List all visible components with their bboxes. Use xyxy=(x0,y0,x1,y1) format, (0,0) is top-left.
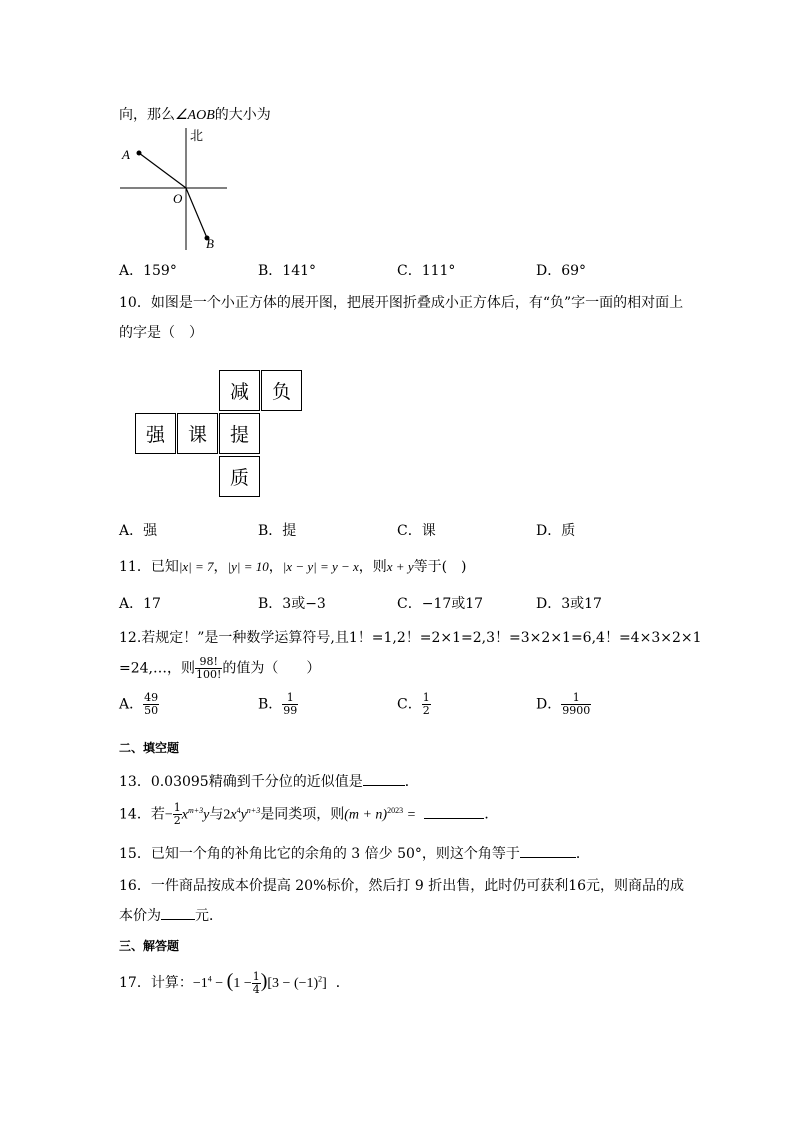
q13-answer-blank[interactable] xyxy=(363,773,405,786)
net-cell-fu: 负 xyxy=(261,370,302,411)
q14-equals: = xyxy=(407,807,416,823)
q13-end: ． xyxy=(404,774,419,790)
section-solve-heading: 三、解答题 xyxy=(119,939,180,953)
q12-line2-prefix: =24,…，则 xyxy=(119,660,195,677)
q13-prefix: 13．0.03095精确到千分位的近似值是 xyxy=(119,774,363,790)
q16-line1: 16．一件商品按成本价提高 20%标价，然后打 9 折出售，此时仍可获利16元，则商品的成 xyxy=(119,878,685,894)
q12-line1: 12.若规定！”是一种数学运算符号,且1！=1,2！=2×1=2,3！=3×2×1=6,4！=4×3×2×1 xyxy=(119,630,702,646)
q14-term2-y: y xyxy=(240,807,247,823)
q14-text xyxy=(119,802,498,827)
q14-term1-x: x xyxy=(181,807,188,823)
net-cell-ke: 课 xyxy=(177,413,218,454)
q15-prefix: 15．已知一个角的补角比它的余角的 3 倍少 50°，则这个角等于 xyxy=(119,846,520,862)
frac-num: 1 xyxy=(282,692,298,705)
q12-line2-suffix: 的值为（ ） xyxy=(222,660,321,677)
q12-option-b-label: B． xyxy=(258,696,283,713)
q9-option-c[interactable]: C．111° xyxy=(397,263,456,279)
q17-frac-num: 1 xyxy=(252,969,260,983)
q12-frac-num: 98! xyxy=(195,656,222,669)
q11-option-b[interactable]: B．3或−3 xyxy=(258,596,326,612)
q12-option-a-label: A． xyxy=(119,696,144,713)
q14-minus: − xyxy=(164,807,173,823)
q10-option-d[interactable]: D．质 xyxy=(536,523,576,539)
q14-term2-xexp: 4 xyxy=(236,805,241,815)
q11-suffix: 等于( ) xyxy=(413,559,467,575)
frac-num: 49 xyxy=(144,691,159,704)
q14-paren: (m + n) xyxy=(344,807,388,823)
q12-fraction xyxy=(195,656,222,681)
q14-term1-y: y xyxy=(203,807,210,823)
q12-option-d[interactable] xyxy=(536,692,591,717)
q17-frac-den: 4 xyxy=(252,982,260,996)
q14-term2-yexp: n+3 xyxy=(246,805,261,815)
q13-text xyxy=(119,771,419,791)
q17-text xyxy=(119,970,350,996)
q17-minus: − xyxy=(211,976,227,991)
frac-num: 1 xyxy=(422,691,430,704)
q10-line1: 10．如图是一个小正方体的展开图，把展开图折叠成小正方体后，有“负”字一面的相对面上 xyxy=(119,295,684,311)
q17-exp-b: 2 xyxy=(318,974,323,984)
q10-option-b[interactable]: B．提 xyxy=(258,523,297,539)
q9-prefix: 向，那么 xyxy=(119,107,175,123)
q11-mid: ，则 xyxy=(358,559,387,575)
q11-prefix: 11．已知 xyxy=(119,559,179,575)
ray-oa xyxy=(139,153,186,188)
q17-bracket: [3 − (−1) xyxy=(267,976,319,991)
q17-end: ． xyxy=(335,975,350,991)
q17-bracket-close: ] xyxy=(322,976,327,991)
q17-paren-open: ( xyxy=(226,970,234,992)
q12-option-c-label: C． xyxy=(397,696,422,713)
frac-den: 50 xyxy=(144,704,159,717)
q10-option-c[interactable]: C．课 xyxy=(397,523,436,539)
q10-option-a[interactable]: A．强 xyxy=(119,523,158,539)
north-label: 北 xyxy=(190,129,204,144)
q12-option-a[interactable] xyxy=(119,692,159,717)
q11-option-c[interactable]: C．−17或17 xyxy=(397,596,484,612)
q15-answer-blank[interactable] xyxy=(520,845,576,858)
frac-den: 9900 xyxy=(562,704,591,717)
q12-option-c-frac xyxy=(422,692,431,717)
q14-term2-x: x xyxy=(230,807,237,823)
q16-suffix: 元． xyxy=(195,908,223,924)
q12-option-d-label: D． xyxy=(536,696,562,713)
q14-fraction xyxy=(173,802,182,827)
q9-suffix: 的大小为 xyxy=(214,107,271,123)
q11-sep2: ， xyxy=(268,559,283,575)
q16-answer-blank[interactable] xyxy=(161,907,195,920)
q17-term-a: −1 xyxy=(192,976,208,991)
q12-line2 xyxy=(119,656,320,681)
label-b: B xyxy=(206,236,214,251)
q17-paren-close: ) xyxy=(260,970,268,992)
q14-term1-exp: m+3 xyxy=(187,805,204,815)
q14-prefix: 14．若 xyxy=(119,806,165,823)
q9-option-a[interactable]: A．159° xyxy=(119,263,177,279)
q9-text xyxy=(119,104,271,124)
label-o: O xyxy=(173,191,183,206)
q16-prefix: 本价为 xyxy=(119,908,161,924)
q14-answer-blank[interactable] xyxy=(424,806,484,819)
q17-prefix: 17．计算： xyxy=(119,975,193,991)
q12-option-d-frac xyxy=(561,692,591,717)
q11-option-d[interactable]: D．3或17 xyxy=(536,596,602,612)
net-cell-jian: 减 xyxy=(219,370,260,411)
label-a: A xyxy=(122,147,130,162)
q14-term2-coef: 2 xyxy=(223,807,231,823)
q12-option-c[interactable] xyxy=(397,692,431,717)
q14-mid: 与 xyxy=(209,806,224,823)
q15-text xyxy=(119,843,590,863)
point-a xyxy=(137,151,142,156)
net-cell-zhi: 质 xyxy=(219,456,260,497)
frac-den: 99 xyxy=(283,704,298,717)
q14-power: 2023 xyxy=(387,805,404,815)
q11-expr: x + y xyxy=(386,559,414,574)
net-cell-ti: 提 xyxy=(219,413,260,454)
q11-condition: |x − y| = y − x xyxy=(282,559,359,574)
frac-num: 1 xyxy=(561,692,591,705)
q14-frac-den: 2 xyxy=(173,814,181,827)
q9-option-b[interactable]: B．141° xyxy=(258,263,317,279)
q17-one-minus: 1 − xyxy=(233,976,252,991)
q10-line2: 的字是（ ） xyxy=(119,325,203,341)
q15-end: ． xyxy=(575,846,590,862)
q14-frac-num: 1 xyxy=(173,801,181,814)
q11-sep1: ， xyxy=(213,559,228,575)
q9-angle: ∠AOB xyxy=(175,108,215,123)
q9-angle-diagram xyxy=(115,122,235,254)
q12-option-b-frac xyxy=(282,692,298,717)
q12-frac-den: 100! xyxy=(196,668,222,681)
frac-den: 2 xyxy=(422,704,430,717)
q14-end: ． xyxy=(484,806,499,823)
ray-ob xyxy=(186,188,207,238)
section-fill-in-heading: 二、填空题 xyxy=(119,741,180,755)
q17-exp-a: 4 xyxy=(207,974,212,984)
net-cell-qiang: 强 xyxy=(135,413,176,454)
q17-fraction xyxy=(252,971,261,996)
q11-text xyxy=(119,556,467,576)
q14-after: 是同类项，则 xyxy=(260,806,345,823)
q16-line2 xyxy=(119,905,223,925)
q12-option-b[interactable] xyxy=(258,692,298,717)
q11-option-a[interactable]: A．17 xyxy=(119,596,161,612)
q11-abs-y: |y| = 10 xyxy=(227,559,269,574)
q9-option-d[interactable]: D．69° xyxy=(536,263,587,279)
q11-abs-x: |x| = 7 xyxy=(178,559,214,574)
q12-option-a-frac xyxy=(143,692,159,717)
